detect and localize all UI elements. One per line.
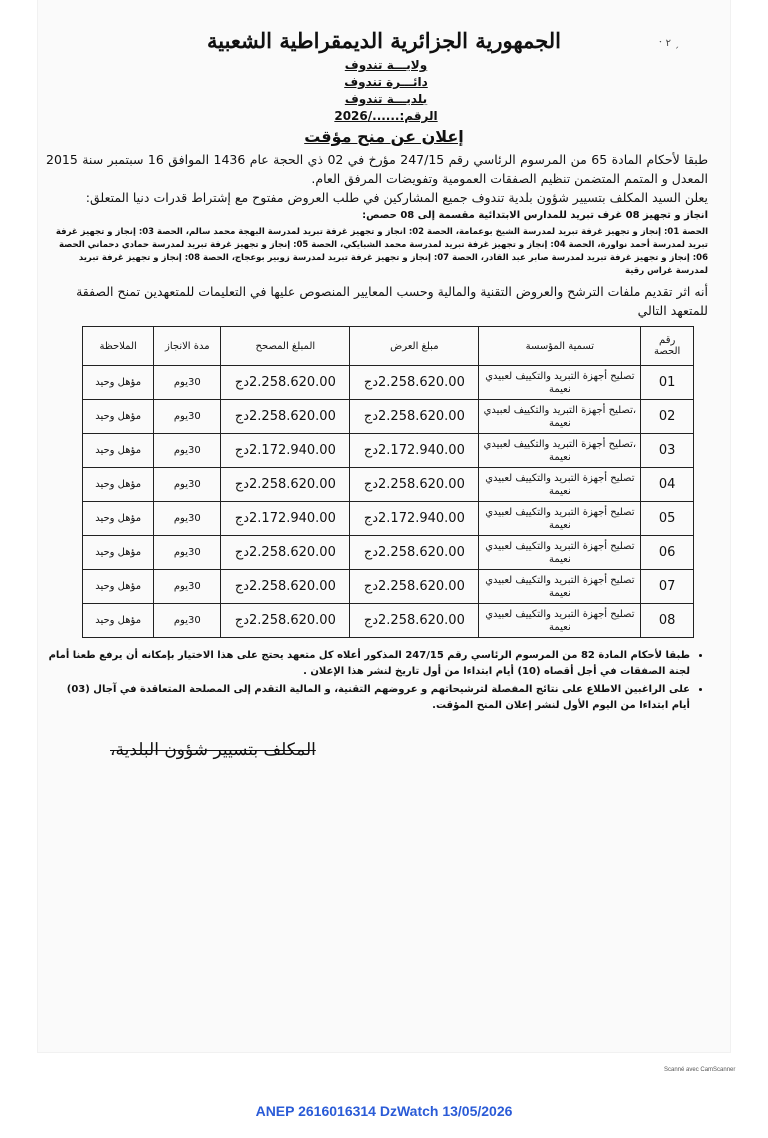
header-offer: مبلغ العرض xyxy=(350,327,479,366)
cell-lot: 05 xyxy=(641,502,694,536)
cell-corrected: 2.258.620.00دج xyxy=(221,400,350,434)
administration-block xyxy=(286,57,486,125)
cell-note: مؤهل وحيد xyxy=(83,366,154,400)
cell-entity: تصليح أجهزة التبريد والتكييف لعبيدي نعيمة xyxy=(479,536,641,570)
cell-duration: 30يوم xyxy=(154,536,221,570)
signature-text: المكلف بتسيير شؤون البلدية، xyxy=(110,740,316,760)
cell-offer: 2.172.940.00دج xyxy=(350,502,479,536)
cell-entity: تصليح أجهزة التبريد والتكييف لعبيدي نعيمة xyxy=(479,502,641,536)
cell-note: مؤهل وحيد xyxy=(83,502,154,536)
cell-note: مؤهل وحيد xyxy=(83,604,154,638)
wilaya-label: ولايـــة تندوف xyxy=(344,58,428,72)
cell-duration: 30يوم xyxy=(154,604,221,638)
cell-duration: 30يوم xyxy=(154,434,221,468)
page-title: إعلان عن منح مؤقت xyxy=(304,127,464,146)
announcement-document xyxy=(46,14,722,760)
cell-corrected: 2.258.620.00دج xyxy=(221,536,350,570)
table-row xyxy=(83,604,694,638)
commune-label: بلديـــة تندوف xyxy=(344,92,428,106)
table-row xyxy=(83,502,694,536)
cell-offer: 2.258.620.00دج xyxy=(350,400,479,434)
scanner-watermark: Scanné avec CamScanner xyxy=(664,1067,736,1073)
cell-duration: 30يوم xyxy=(154,468,221,502)
table-row xyxy=(83,570,694,604)
table-row xyxy=(83,468,694,502)
header-lot: رقم الحصة xyxy=(641,327,694,366)
intro-paragraph: طبقا لأحكام المادة 65 من المرسوم الرئاسي رقم 247/15 مؤرخ في 02 ذي الحجة عام 1436 الموافق 16 سبتمبر سنة 2015 المعدل و المتمم المتضمن تنظيم الصفقات العمومية وتفويضات المرفق العام. xyxy=(46,152,709,186)
note-results: • على الراغبين الاطلاع على نتائج المفصلة لترشيحاتهم و عروضهم التقنية، و المالية التقدم إلى المصلحة المتعاقدة في آجال (03) أيام ابتداءا من اليوم الأول لنشر إعلان المنح المؤقت. xyxy=(46,682,690,714)
table-header-row xyxy=(83,327,694,366)
cell-duration: 30يوم xyxy=(154,502,221,536)
table-row xyxy=(83,366,694,400)
table-row xyxy=(83,400,694,434)
cell-note: مؤهل وحيد xyxy=(83,400,154,434)
corner-mark: ˑ ٢ ˏ xyxy=(659,38,680,49)
cell-entity: تصليح أجهزة التبريد والتكييف لعبيدي نعيمة xyxy=(479,366,641,400)
cell-note: مؤهل وحيد xyxy=(83,536,154,570)
cell-entity: تصليح أجهزة التبريد والتكييف لعبيدي نعيمة xyxy=(479,570,641,604)
cell-offer: 2.172.940.00دج xyxy=(350,434,479,468)
cell-note: مؤهل وحيد xyxy=(83,434,154,468)
table-row xyxy=(83,536,694,570)
cell-offer: 2.258.620.00دج xyxy=(350,536,479,570)
cell-duration: 30يوم xyxy=(154,400,221,434)
cell-corrected: 2.258.620.00دج xyxy=(221,570,350,604)
cell-lot: 03 xyxy=(641,434,694,468)
cell-offer: 2.258.620.00دج xyxy=(350,468,479,502)
cell-lot: 02 xyxy=(641,400,694,434)
cell-corrected: 2.258.620.00دج xyxy=(221,604,350,638)
cell-duration: 30يوم xyxy=(154,366,221,400)
cell-lot: 01 xyxy=(641,366,694,400)
award-table xyxy=(82,326,694,638)
cell-corrected: 2.258.620.00دج xyxy=(221,468,350,502)
cell-lot: 06 xyxy=(641,536,694,570)
notes-list xyxy=(46,648,708,714)
cell-note: مؤهل وحيد xyxy=(83,570,154,604)
signature xyxy=(46,740,722,760)
award-intro: أنه اثر تقديم ملفات الترشح والعروض التقنية والمالية وحسب المعايير المنصوص عليها في التعليمات للمتعهدين تمنح الصفقة للمتعهد التالي xyxy=(76,284,708,318)
republic-heading: الجمهورية الجزائرية الديمقراطية الشعبية xyxy=(206,28,561,53)
reference-number: الرقم:....../2026 xyxy=(334,109,438,123)
announcement-paragraph: يعلن السيد المكلف بتسيير شؤون بلدية تندوف جميع المشاركين في طلب العروض مفتوح مع إشتراط قدرات دنيا المتعلق: xyxy=(85,190,708,205)
header-duration: مدة الانجاز xyxy=(154,327,221,366)
cell-lot: 07 xyxy=(641,570,694,604)
cell-offer: 2.258.620.00دج xyxy=(350,570,479,604)
header-entity: تسمية المؤسسة xyxy=(479,327,641,366)
cell-entity: ،تصليح أجهزة التبريد والتكييف لعبيدي نعيمة xyxy=(479,400,641,434)
cell-entity: ،تصليح أجهزة التبريد والتكييف لعبيدي نعيمة xyxy=(479,434,641,468)
cell-offer: 2.258.620.00دج xyxy=(350,366,479,400)
subject-line: انجاز و تجهيز 08 غرف تبريد للمدارس الابتدائية مقسمة إلى 08 حصص: xyxy=(362,210,708,221)
cell-entity: تصليح أجهزة التبريد والتكييف لعبيدي نعيمة xyxy=(479,468,641,502)
table-row xyxy=(83,434,694,468)
lots-description: الحصة 01: إنجاز و تجهيز غرفة تبريد لمدرسة الشيخ بوعمامة، الحصة 02: انجاز و تجهيز غرفة تبريد لمدرسة البهجة محمد سالم، الحصة 03: إنجاز و تجهيز غرفة تبريد لمدرسة أحمد نواورة، الحصة 04: إنجاز و تجهيز غرفة تبريد لمدرسة محمد الشبايكي، الحصة 05: إنجاز و تجهيز غرفة تبريد لمدرسة حمادي دحماني الحصة 06: إنجاز و تجهيز غرفة تبريد لمدرسة صابر عبد القادر، الحصة 07: إنجاز و تجهيز غرفة تبريد لمدرسة زوبير بوعجاج، الحصة 08: إنجاز و تجهيز غرفة تبريد لمدرسة غراس رقية xyxy=(55,227,708,276)
daira-label: دائـــرة تندوف xyxy=(344,75,428,89)
publication-footer: ANEP 2616016314 DzWatch 13/05/2026 xyxy=(255,1103,513,1119)
cell-corrected: 2.258.620.00دج xyxy=(221,366,350,400)
cell-lot: 08 xyxy=(641,604,694,638)
header-note: الملاحظة xyxy=(83,327,154,366)
cell-note: مؤهل وحيد xyxy=(83,468,154,502)
cell-corrected: 2.172.940.00دج xyxy=(221,434,350,468)
cell-duration: 30يوم xyxy=(154,570,221,604)
header-corrected: المبلغ المصحح xyxy=(221,327,350,366)
cell-entity: تصليح أجهزة التبريد والتكييف لعبيدي نعيمة xyxy=(479,604,641,638)
note-appeal: • طبقا لأحكام المادة 82 من المرسوم الرئاسي رقم 247/15 المذكور أعلاه كل متعهد يحتج على هذا الاختيار بإمكانه أن يرفع طعنا أمام لجنة الصفقات في أجل أقصاه (10) أيام ابتداءا من أول تاريخ لنشر هذا الإعلان . xyxy=(46,648,690,680)
cell-corrected: 2.172.940.00دج xyxy=(221,502,350,536)
cell-lot: 04 xyxy=(641,468,694,502)
cell-offer: 2.258.620.00دج xyxy=(350,604,479,638)
